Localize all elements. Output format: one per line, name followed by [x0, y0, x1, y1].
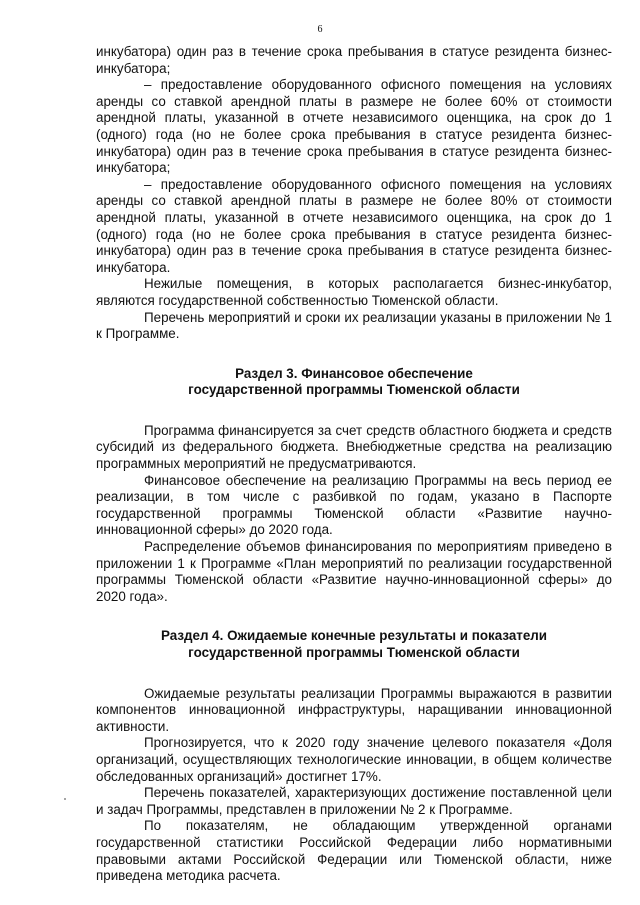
- paragraph: Распределение объемов финансирования по мероприятиям приведено в приложении 1 к Программе «План мероприятий по реализации государственной программы Тюменской области «Развитие научно-инновационной сферы» до 2020 года».: [96, 539, 612, 604]
- paragraph: Перечень показателей, характеризующих достижение поставленной цели и задач Программы, представлен в приложении № 2 к Программе.: [96, 785, 612, 817]
- paragraph: Нежилые помещения, в которых располагается бизнес-инкубатор, являются государственной собственностью Тюменской области.: [96, 276, 612, 308]
- paragraph: Прогнозируется, что к 2020 году значение целевого показателя «Доля организаций, осуществляющих технологические инновации, в общем количестве обследованных организаций» достигнет 17%.: [96, 735, 612, 784]
- document-body: [96, 44, 612, 885]
- section-4-heading-line1: Раздел 4. Ожидаемые конечные результаты и показатели: [160, 628, 548, 644]
- list-item-rent-60: – предоставление оборудованного офисного помещения на условиях аренды со ставкой арендной платы в размере не более 60% от стоимости арендной платы, указанной в отчете независимого оценщика, на срок до 1 (одного) года (но не более срока пребывания в статусе резидента бизнес-инкубатора) один раз в течение срока пребывания в статусе резидента бизнес-инкубатора;: [96, 77, 612, 176]
- paragraph: инкубатора) один раз в течение срока пребывания в статусе резидента бизнес-инкубатора;: [96, 44, 612, 76]
- section-4-heading-line2: государственной программы Тюменской области: [188, 645, 520, 660]
- paragraph: Перечень мероприятий и сроки их реализации указаны в приложении № 1 к Программе.: [96, 309, 612, 342]
- scan-speck: [64, 798, 66, 800]
- section-3-heading-line1: Раздел 3. Финансовое обеспечение: [235, 365, 473, 381]
- page-number: 6: [317, 24, 323, 35]
- section-3-heading: [96, 366, 612, 399]
- list-item-rent-80: – предоставление оборудованного офисного помещения на условиях аренды со ставкой арендной платы в размере не более 80% от стоимости арендной платы, указанной в отчете независимого оценщика, на срок до 1 (одного) года (но не более срока пребывания в статусе резидента бизнес-инкубатора) один раз в течение срока пребывания в статусе резидента бизнес-инкубатора.: [96, 176, 612, 275]
- section-4-heading: [96, 628, 612, 661]
- paragraph: Финансовое обеспечение на реализацию Программы на весь период ее реализации, в том числе с разбивкой по годам, указано в Паспорте государственной программы Тюменской области «Развитие научно-инновационной сферы» до 2020 года.: [96, 472, 612, 538]
- section-3-heading-line2: государственной программы Тюменской области: [188, 382, 520, 398]
- paragraph: Программа финансируется за счет средств областного бюджета и средств субсидий из федерального бюджета. Внебюджетные средства на реализацию программных мероприятий не предусматриваются.: [96, 422, 612, 472]
- paragraph: Ожидаемые результаты реализации Программы выражаются в развитии компонентов инновационной инфраструктуры, наращивании инновационной активности.: [96, 685, 612, 734]
- paragraph: По показателям, не обладающим утвержденной органами государственной статистики Российской Федерации либо нормативными правовыми актами Российской Федерации или Тюменской области, ниже приведена методика расчета.: [96, 818, 612, 884]
